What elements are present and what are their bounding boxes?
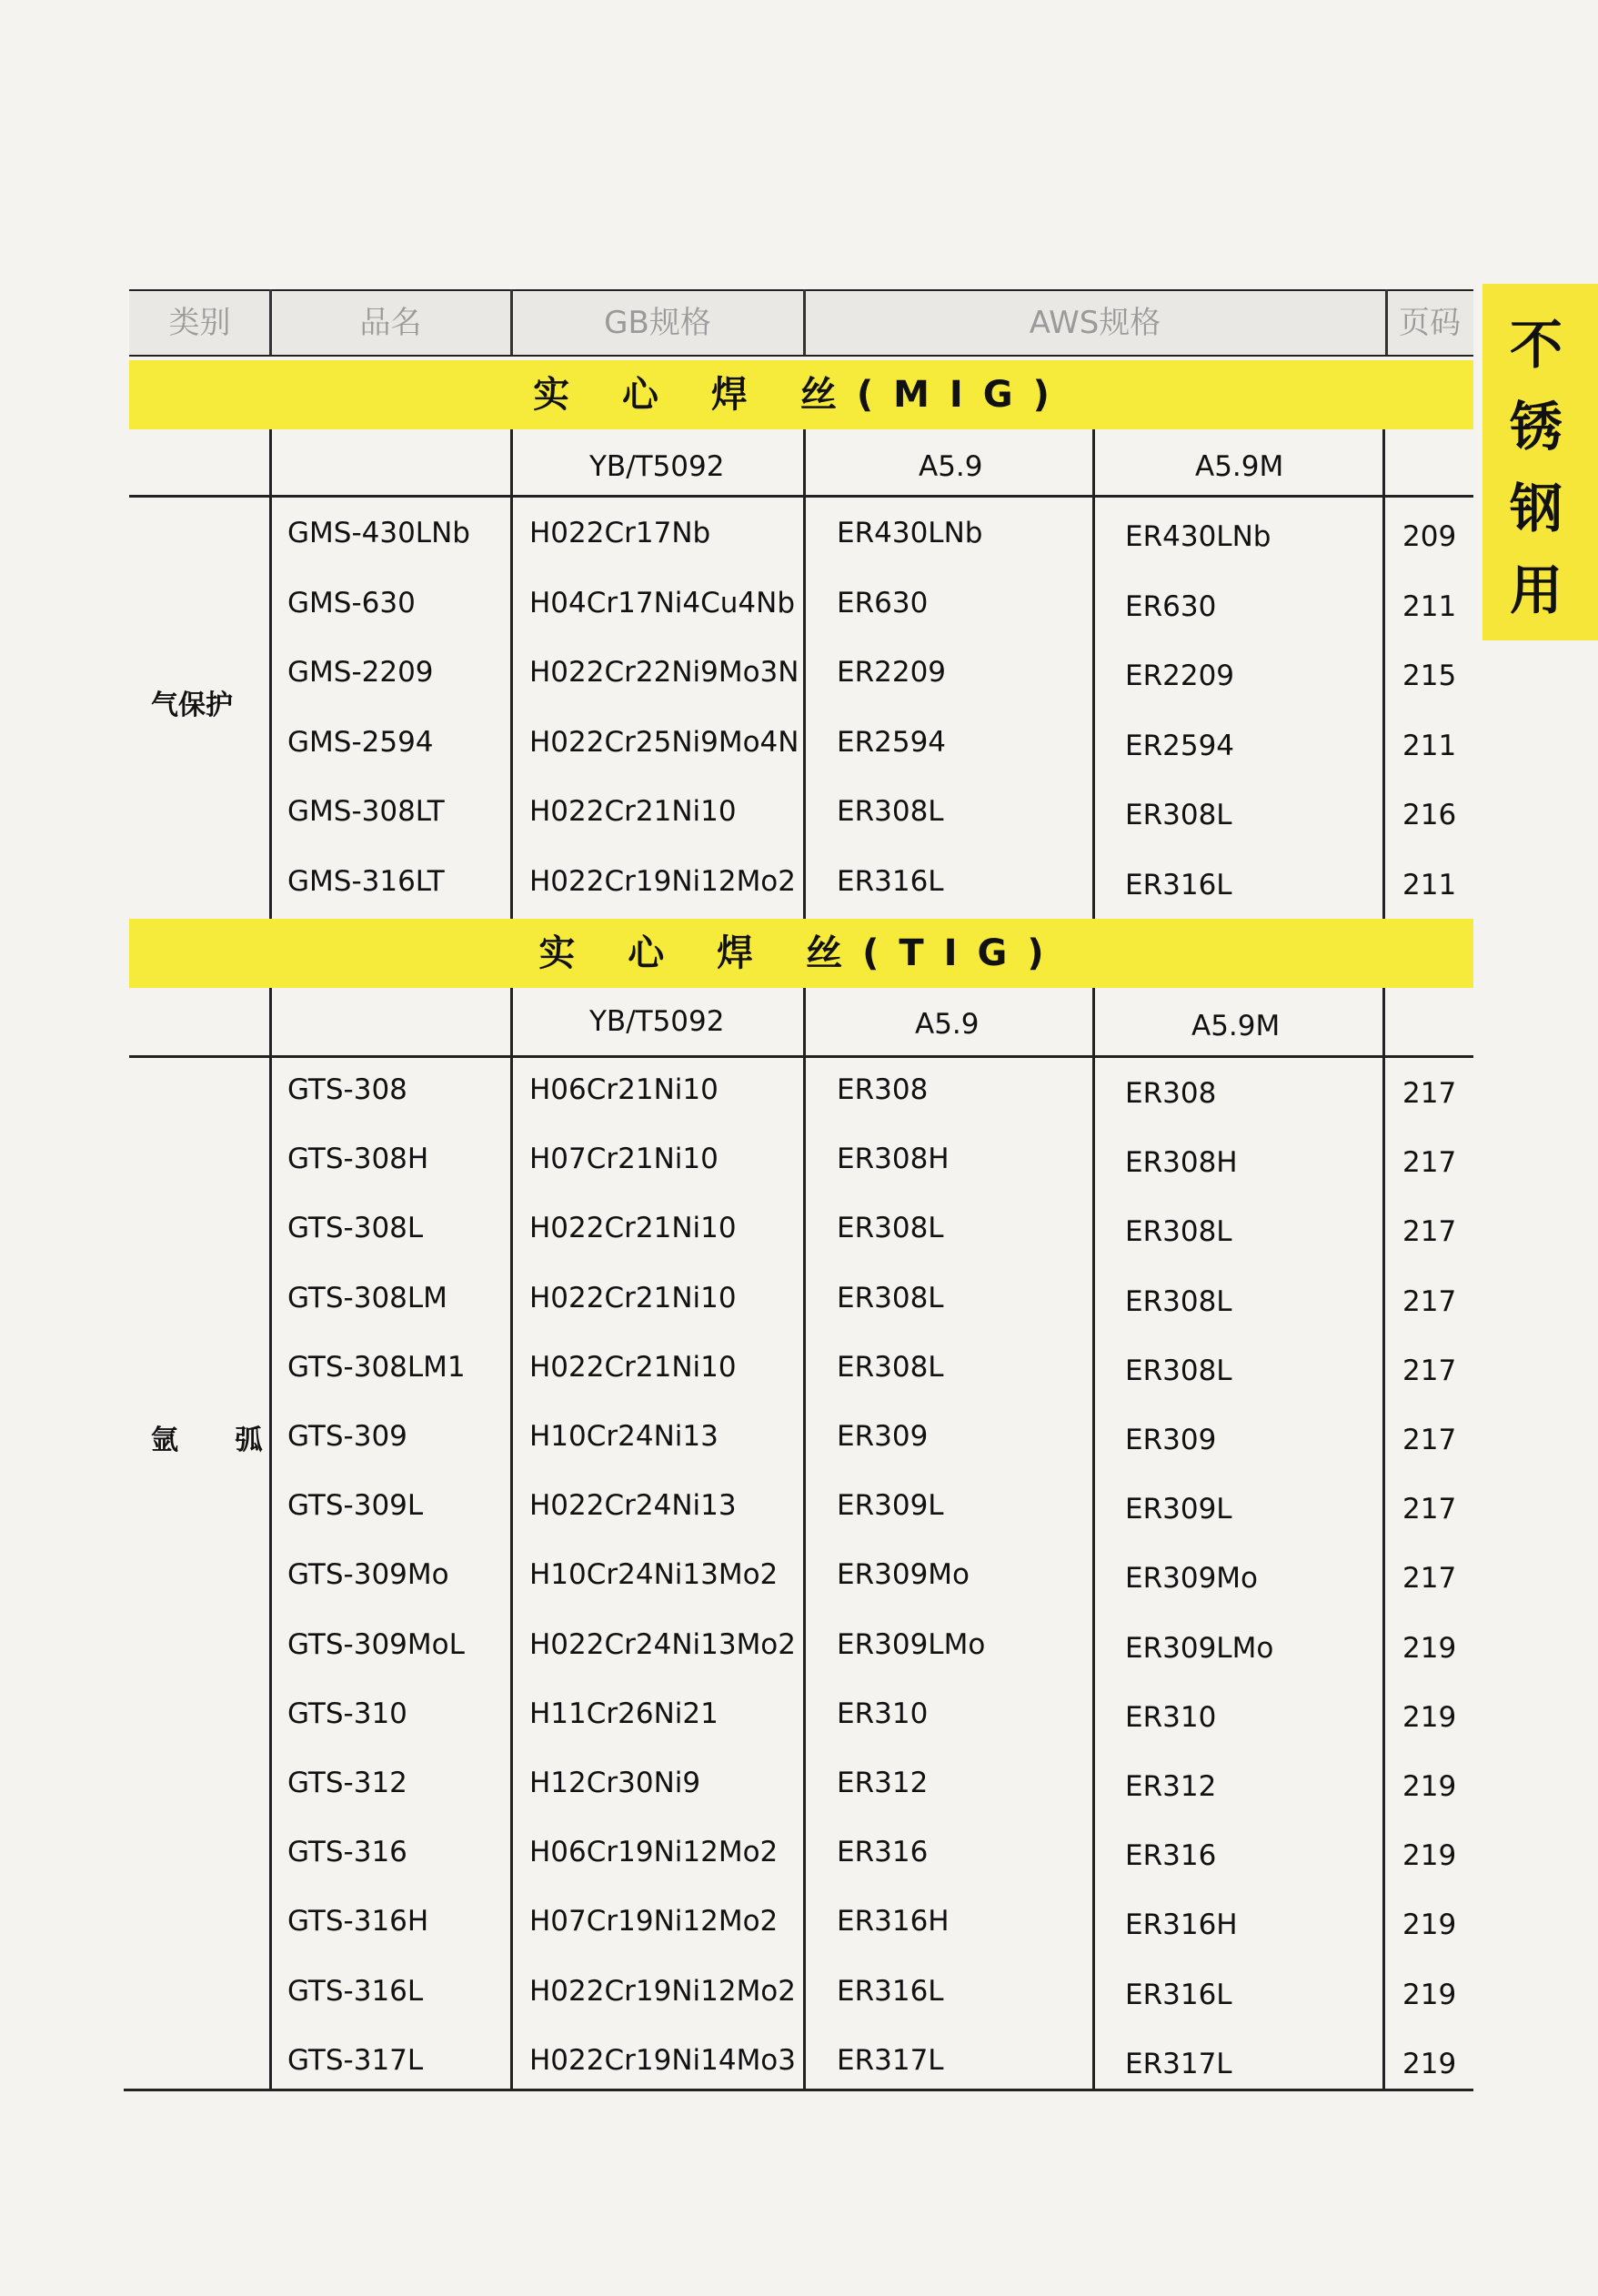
page-number: 219: [1402, 1631, 1457, 1665]
column-divider: [510, 429, 513, 919]
gb-spec: H04Cr17Ni4Cu4Nb: [529, 586, 796, 619]
page-number: 211: [1402, 729, 1457, 762]
row-divider: [129, 1055, 1473, 1058]
page-number: 219: [1402, 1839, 1457, 1873]
column-divider: [1382, 429, 1385, 919]
aws-a59m-spec: ER430LNb: [1125, 520, 1271, 553]
product-name: GMS-316LT: [287, 864, 445, 898]
page-number: 217: [1402, 1493, 1457, 1526]
column-divider: [1092, 988, 1095, 2090]
mig-sub-gb: YB/T5092: [589, 450, 725, 483]
aws-a59-spec: ER308L: [837, 1350, 944, 1384]
column-divider: [510, 988, 513, 2090]
aws-a59m-spec: ER317L: [1125, 2047, 1232, 2080]
mig-category: 气保护: [151, 690, 233, 721]
aws-a59-spec: ER309Mo: [837, 1558, 970, 1592]
product-name: GTS-309Mo: [287, 1558, 449, 1592]
aws-a59-spec: ER310: [837, 1697, 929, 1730]
product-name: GMS-308LT: [287, 795, 445, 828]
mig-section-title: 实 心 焊 丝(MIG): [129, 360, 1473, 429]
page-number: 217: [1402, 1354, 1457, 1387]
header-name: 品名: [359, 305, 422, 341]
column-divider: [269, 429, 272, 919]
side-tab-char: 锈: [1510, 396, 1563, 458]
aws-a59-spec: ER316: [837, 1836, 929, 1869]
product-name: GTS-312: [287, 1767, 407, 1799]
page-number: 215: [1402, 660, 1457, 692]
header-page: 页码: [1399, 305, 1461, 341]
aws-a59m-spec: ER308: [1125, 1077, 1217, 1110]
product-name: GTS-316H: [287, 1905, 429, 1939]
gb-spec: H022Cr19Ni14Mo3: [529, 2043, 797, 2077]
gb-spec: H022Cr25Ni9Mo4N: [529, 725, 799, 759]
product-name: GTS-309L: [287, 1489, 424, 1523]
aws-a59m-spec: ER308L: [1125, 1284, 1232, 1318]
header-divider: [1385, 289, 1388, 355]
aws-a59-spec: ER630: [837, 586, 929, 619]
page-number: 216: [1402, 799, 1457, 831]
gb-spec: H06Cr19Ni12Mo2: [529, 1836, 779, 1869]
gb-spec: H022Cr21Ni10: [529, 1212, 737, 1245]
gb-spec: H022Cr19Ni12Mo2: [529, 1974, 797, 2008]
aws-a59m-spec: ER316: [1125, 1839, 1217, 1873]
page-number: 219: [1402, 1908, 1457, 1942]
column-divider: [1382, 988, 1385, 2090]
gb-spec: H07Cr19Ni12Mo2: [529, 1905, 779, 1939]
gb-spec: H10Cr24Ni13: [529, 1420, 719, 1453]
gb-spec: H022Cr24Ni13: [529, 1489, 737, 1523]
page-number: 219: [1402, 1978, 1457, 2011]
gb-spec: H07Cr21Ni10: [529, 1143, 719, 1176]
mig-sub-a59m: A5.9M: [1195, 450, 1284, 483]
section-side-tab: [1482, 284, 1598, 640]
gb-spec: H022Cr21Ni10: [529, 1281, 737, 1314]
aws-a59m-spec: ER316L: [1125, 868, 1232, 901]
aws-a59-spec: ER308L: [837, 1212, 944, 1245]
column-divider: [803, 988, 806, 2090]
side-tab-char: 不: [1510, 314, 1563, 376]
aws-a59-spec: ER309L: [837, 1489, 944, 1523]
product-name: GMS-2209: [287, 656, 434, 689]
page-number: 211: [1402, 589, 1457, 623]
aws-a59m-spec: ER309L: [1125, 1493, 1232, 1526]
header-gb: GB规格: [604, 305, 711, 341]
page-number: 209: [1402, 520, 1457, 553]
product-name: GTS-309: [287, 1420, 407, 1453]
aws-a59m-spec: ER2594: [1125, 729, 1235, 762]
aws-a59m-spec: ER308H: [1125, 1146, 1238, 1180]
product-name: GTS-308: [287, 1073, 407, 1106]
gb-spec: H022Cr17Nb: [529, 517, 711, 549]
row-divider: [129, 495, 1473, 498]
aws-a59-spec: ER308L: [837, 1281, 944, 1314]
product-name: GMS-430LNb: [287, 517, 470, 549]
gb-spec: H022Cr21Ni10: [529, 1350, 737, 1384]
aws-a59-spec: ER430LNb: [837, 517, 983, 549]
aws-a59m-spec: ER2209: [1125, 660, 1235, 692]
mig-sub-a59: A5.9: [919, 450, 983, 483]
page-number: 211: [1402, 868, 1457, 901]
product-name: GMS-2594: [287, 725, 434, 759]
aws-a59m-spec: ER312: [1125, 1770, 1217, 1803]
aws-a59-spec: ER312: [837, 1767, 929, 1799]
aws-a59m-spec: ER309LMo: [1125, 1631, 1274, 1665]
aws-a59m-spec: ER630: [1125, 589, 1217, 623]
product-name: GTS-308L: [287, 1212, 424, 1245]
side-tab-char: 钢: [1510, 478, 1563, 539]
gb-spec: H022Cr21Ni10: [529, 795, 737, 828]
page-number: 219: [1402, 2047, 1457, 2080]
tig-sub-gb: YB/T5092: [589, 1005, 725, 1038]
aws-a59-spec: ER308L: [837, 795, 944, 828]
column-divider: [269, 988, 272, 2090]
page-number: 219: [1402, 1770, 1457, 1803]
aws-a59-spec: ER309LMo: [837, 1627, 986, 1661]
header-divider: [803, 289, 806, 355]
header-category: 类别: [168, 305, 231, 341]
gb-spec: H022Cr19Ni12Mo2: [529, 864, 797, 898]
header-divider: [269, 289, 272, 355]
aws-a59-spec: ER308H: [837, 1143, 950, 1176]
aws-a59m-spec: ER316H: [1125, 1908, 1238, 1942]
aws-a59-spec: ER317L: [837, 2043, 944, 2077]
aws-a59-spec: ER316L: [837, 864, 944, 898]
aws-a59m-spec: ER310: [1125, 1700, 1217, 1734]
product-name: GTS-316L: [287, 1974, 424, 2008]
page-number: 217: [1402, 1077, 1457, 1110]
gb-spec: H12Cr30Ni9: [529, 1767, 701, 1799]
aws-a59m-spec: ER308L: [1125, 1354, 1232, 1387]
aws-a59-spec: ER308: [837, 1073, 929, 1106]
product-name: GTS-308H: [287, 1143, 429, 1176]
header-aws: AWS规格: [1029, 305, 1161, 341]
aws-a59m-spec: ER309: [1125, 1424, 1217, 1456]
gb-spec: H06Cr21Ni10: [529, 1073, 719, 1106]
product-name: GTS-309MoL: [287, 1627, 465, 1661]
page-number: 217: [1402, 1146, 1457, 1180]
page-number: 217: [1402, 1562, 1457, 1596]
product-name: GTS-317L: [287, 2043, 424, 2077]
gb-spec: H10Cr24Ni13Mo2: [529, 1558, 779, 1592]
header-divider: [510, 289, 513, 355]
tig-category: 氩 弧: [151, 1425, 286, 1456]
page-number: 217: [1402, 1284, 1457, 1318]
aws-a59-spec: ER316H: [837, 1905, 950, 1939]
aws-a59m-spec: ER308L: [1125, 1215, 1232, 1249]
aws-a59-spec: ER2209: [837, 656, 947, 689]
column-divider: [803, 429, 806, 919]
product-name: GTS-316: [287, 1836, 407, 1869]
aws-a59-spec: ER316L: [837, 1974, 944, 2008]
tig-section-title: 实 心 焊 丝(TIG): [129, 919, 1473, 988]
gb-spec: H022Cr22Ni9Mo3N: [529, 656, 799, 689]
page-number: 217: [1402, 1215, 1457, 1249]
product-name: GTS-310: [287, 1697, 407, 1730]
tig-sub-a59m: A5.9M: [1191, 1010, 1281, 1042]
table-header: [129, 289, 1473, 357]
gb-spec: H022Cr24Ni13Mo2: [529, 1627, 797, 1661]
page-number: 217: [1402, 1424, 1457, 1456]
aws-a59m-spec: ER316L: [1125, 1978, 1232, 2011]
aws-a59-spec: ER309: [837, 1420, 929, 1453]
tig-sub-a59: A5.9: [915, 1008, 980, 1041]
aws-a59m-spec: ER309Mo: [1125, 1562, 1259, 1596]
table-bottom-border: [124, 2089, 1473, 2091]
product-name: GTS-308LM: [287, 1281, 447, 1314]
product-name: GMS-630: [287, 586, 416, 619]
side-tab-char: 用: [1510, 559, 1563, 621]
gb-spec: H11Cr26Ni21: [529, 1697, 719, 1730]
column-divider: [1092, 429, 1095, 919]
product-name: GTS-308LM1: [287, 1350, 466, 1384]
aws-a59m-spec: ER308L: [1125, 799, 1232, 831]
page-number: 219: [1402, 1700, 1457, 1734]
aws-a59-spec: ER2594: [837, 725, 947, 759]
